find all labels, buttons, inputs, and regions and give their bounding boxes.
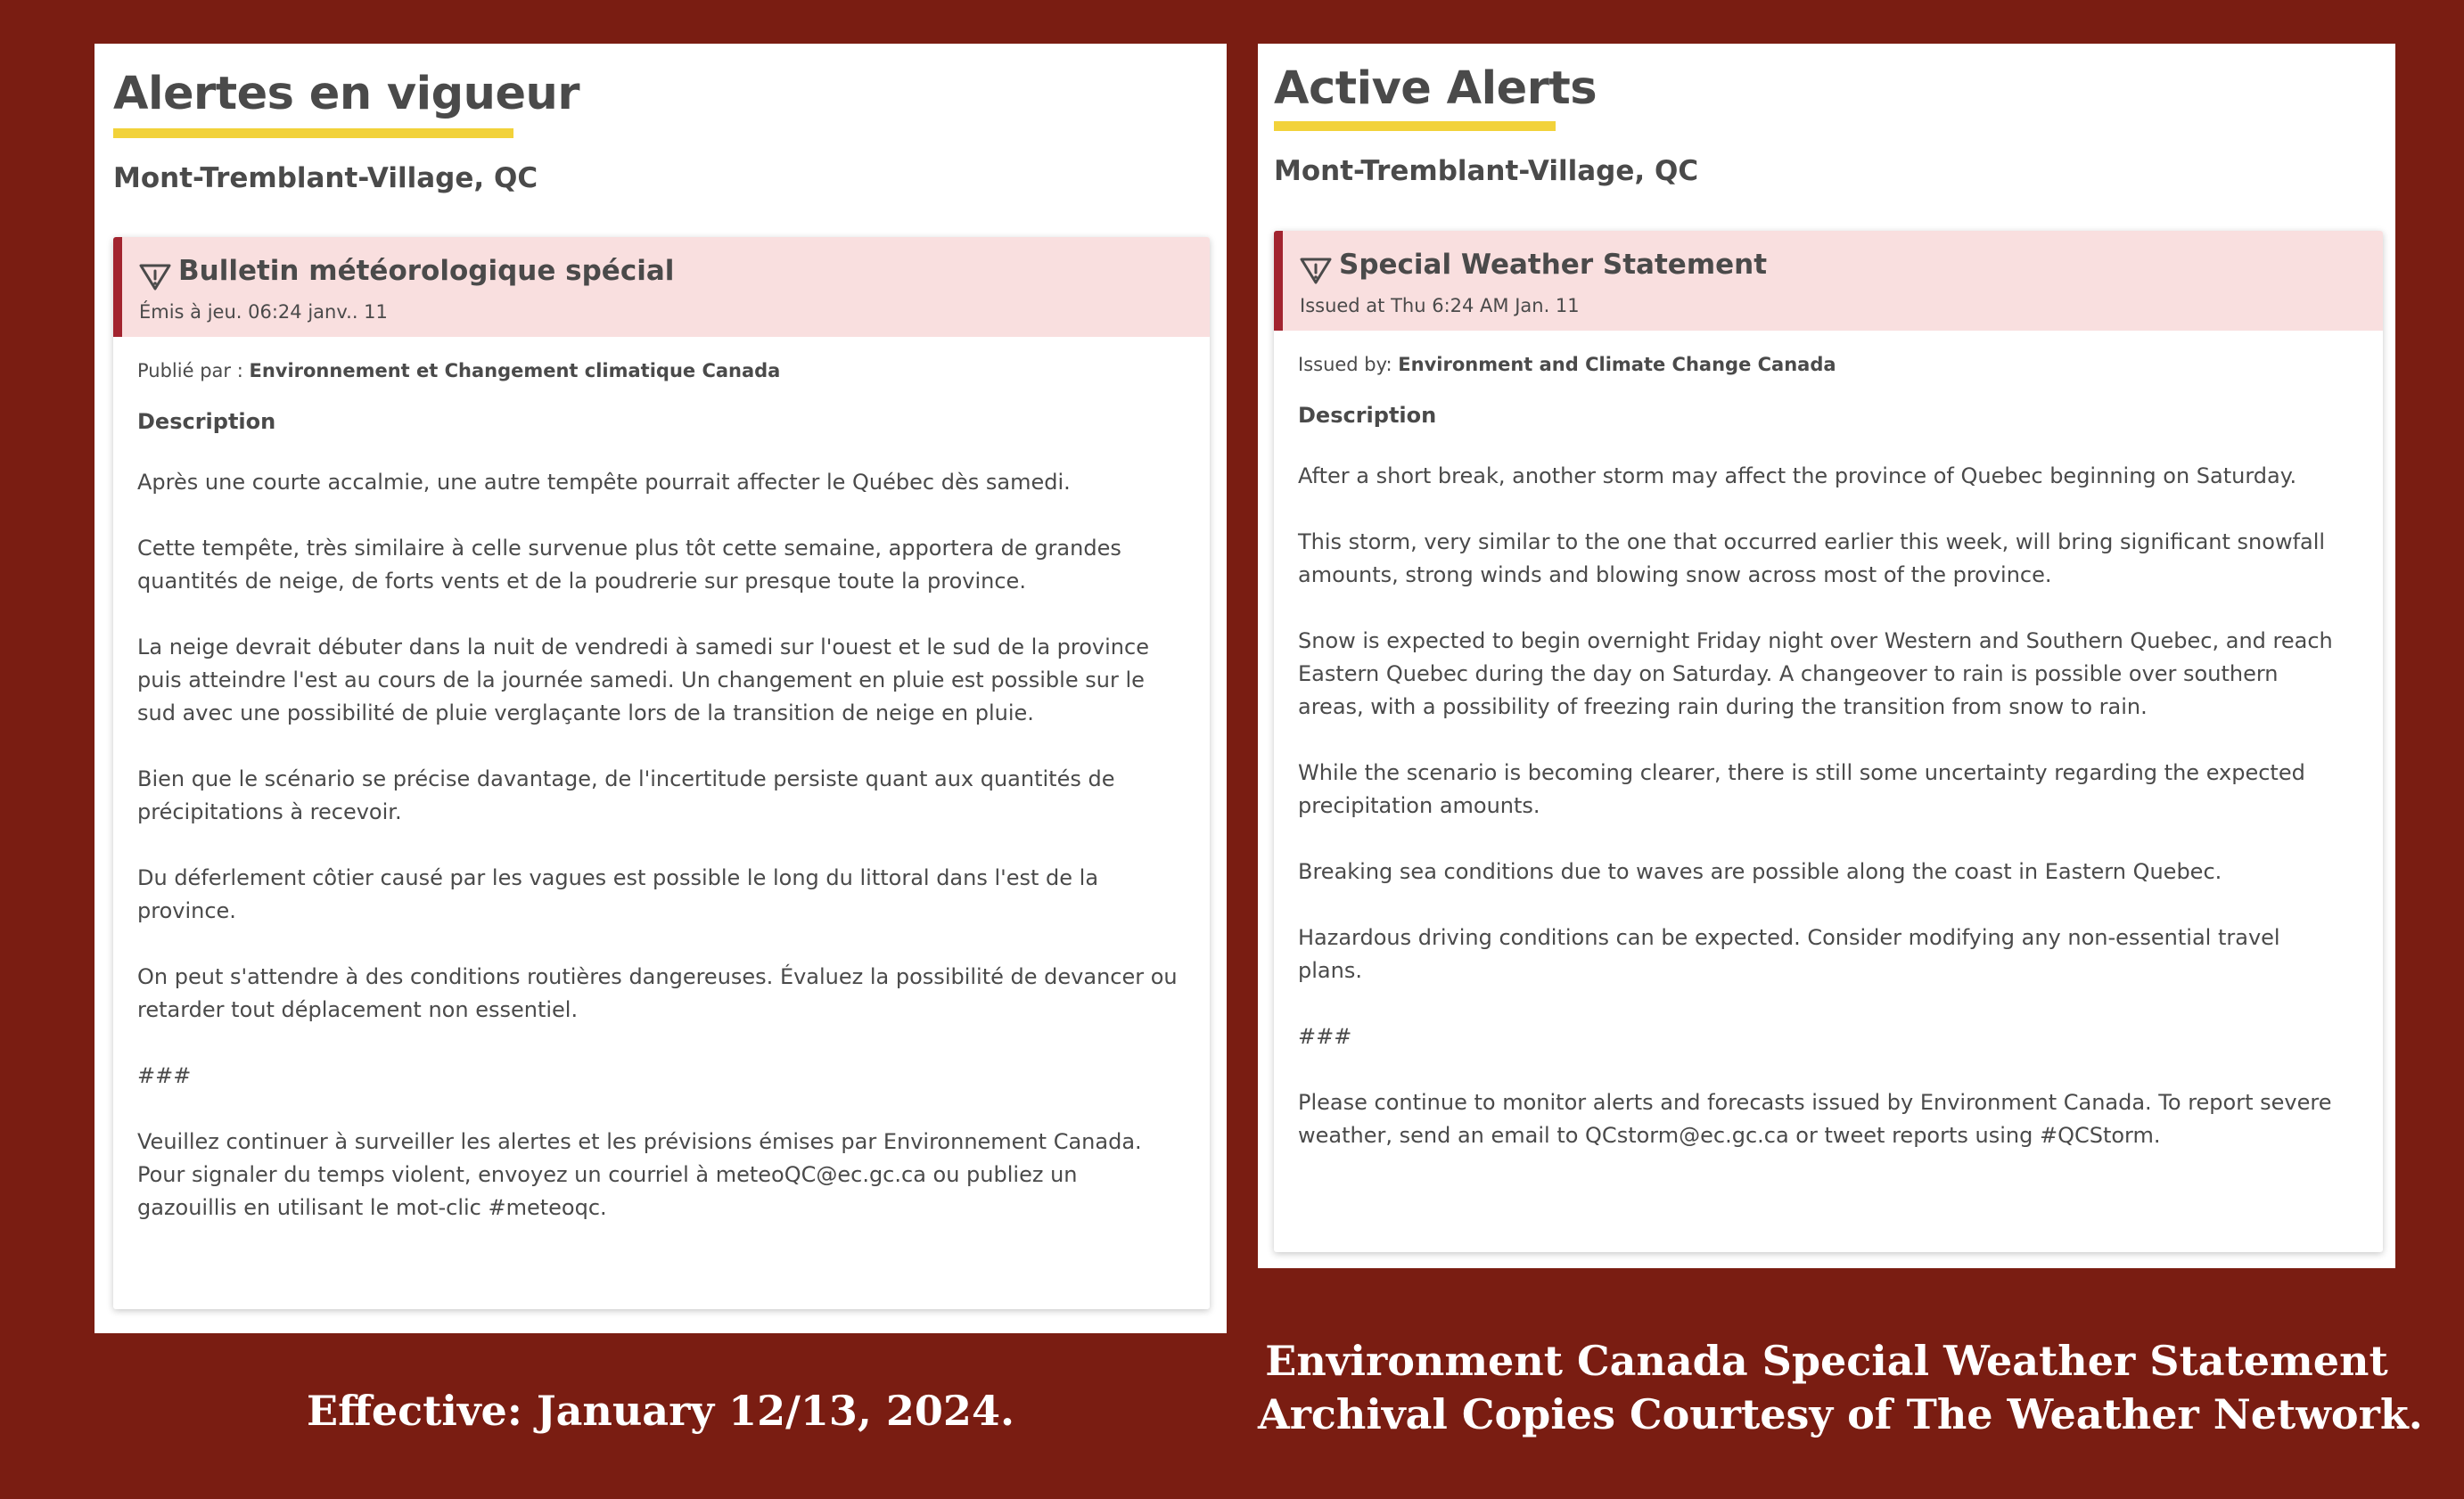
warning-triangle-icon [1300,257,1332,285]
description-paragraph: Breaking sea conditions due to waves are possible along the coast in Eastern Quebec. [1298,859,2222,884]
description-paragraph: Cette tempête, très similaire à celle survenue plus tôt cette semaine, apportera de grandes quantités de neige, de forts vents et de la poudrerie sur presque toute la province. [137,536,1121,594]
alert-body [1298,331,2360,1152]
warning-triangle-icon [139,263,171,291]
description-separator: ### [137,1063,192,1088]
description-paragraph: Please continue to monitor alerts and forecasts issued by Environment Canada. To report severe weather, send an email to QCstorm@ec.gc.ca or tweet reports using #QCStorm. [1298,1090,2332,1148]
description-paragraph: Hazardous driving conditions can be expected. Consider modifying any non-essential travel plans. [1298,925,2280,983]
issuer-name: Environnement et Changement climatique Canada [249,360,781,381]
description-paragraph: Veuillez continuer à surveiller les alertes et les prévisions émises par Environnement Canada. Pour signaler du temps violent, envoyez un courriel à meteoQC@ec.gc.ca ou publiez un gazouillis en utilisant le mot-clic #meteoqc. [137,1129,1142,1220]
heading-underline [113,128,513,138]
effective-date-caption: Effective: January 12/13, 2024. [307,1387,1014,1435]
source-caption [1258,1334,2423,1441]
description-paragraph: Du déferlement côtier causé par les vagues est possible le long du littoral dans l'est de la province. [137,865,1099,923]
description-heading: Description [137,409,276,434]
issuer-line [137,356,1187,385]
description-paragraph: While the scenario is becoming clearer, there is still some uncertainty regarding the expected precipitation amounts. [1298,760,2305,818]
source-caption-line-2: Archival Copies Courtesy of The Weather Network. [1258,1390,2423,1438]
alert-body [137,337,1187,1225]
issuer-name: Environment and Climate Change Canada [1398,354,1836,375]
french-alerts-panel [94,44,1227,1333]
issuer-label: Issued by: [1298,354,1399,375]
alert-title: Special Weather Statement [1339,249,1768,281]
alert-title: Bulletin météorologique spécial [178,255,675,287]
page-title: Active Alerts [1274,62,1597,115]
description-paragraph: After a short break, another storm may affect the province of Quebec beginning on Saturday. [1298,463,2297,488]
alert-card [113,237,1210,1309]
issuer-line [1298,350,2360,379]
description-heading: Description [1298,403,1437,428]
description-paragraph: On peut s'attendre à des conditions routières dangereuses. Évaluez la possibilité de devancer ou retarder tout déplacement non essentiel. [137,964,1178,1022]
description-paragraph: Après une courte accalmie, une autre tempête pourrait affecter le Québec dès samedi. [137,470,1071,495]
source-caption-line-1: Environment Canada Special Weather Statement [1265,1337,2388,1385]
page-title: Alertes en vigueur [113,68,580,120]
location-label: Mont-Tremblant-Village, QC [113,162,538,194]
description-paragraph: La neige devrait débuter dans la nuit de vendredi à samedi sur l'ouest et le sud de la province puis atteindre l'est au cours de la journée samedi. Un changement en pluie est possible sur le sud avec une possibilité de pluie verglaçante lors de la transition de neige en pluie. [137,635,1149,725]
issued-timestamp: Issued at Thu 6:24 AM Jan. 11 [1300,295,1580,316]
description-paragraph: This storm, very similar to the one that occurred earlier this week, will bring significant snowfall amounts, strong winds and blowing snow across most of the province. [1298,529,2326,587]
description-separator: ### [1298,1024,1352,1049]
issued-timestamp: Émis à jeu. 06:24 janv.. 11 [139,301,388,323]
description-paragraph: Snow is expected to begin overnight Friday night over Western and Southern Quebec, and reach Eastern Quebec during the day on Saturday. A changeover to rain is possible over southern areas, with a possibility of freezing rain during the transition from snow to rain. [1298,628,2333,719]
alert-header[interactable] [1274,231,2383,331]
alert-header[interactable] [113,237,1210,337]
issuer-label: Publié par : [137,360,250,381]
location-label: Mont-Tremblant-Village, QC [1274,155,1699,187]
heading-underline [1274,121,1556,131]
description-paragraph: Bien que le scénario se précise davantage, de l'incertitude persiste quant aux quantités de précipitations à recevoir. [137,766,1115,824]
english-alerts-panel [1258,44,2395,1268]
alert-card [1274,231,2383,1252]
